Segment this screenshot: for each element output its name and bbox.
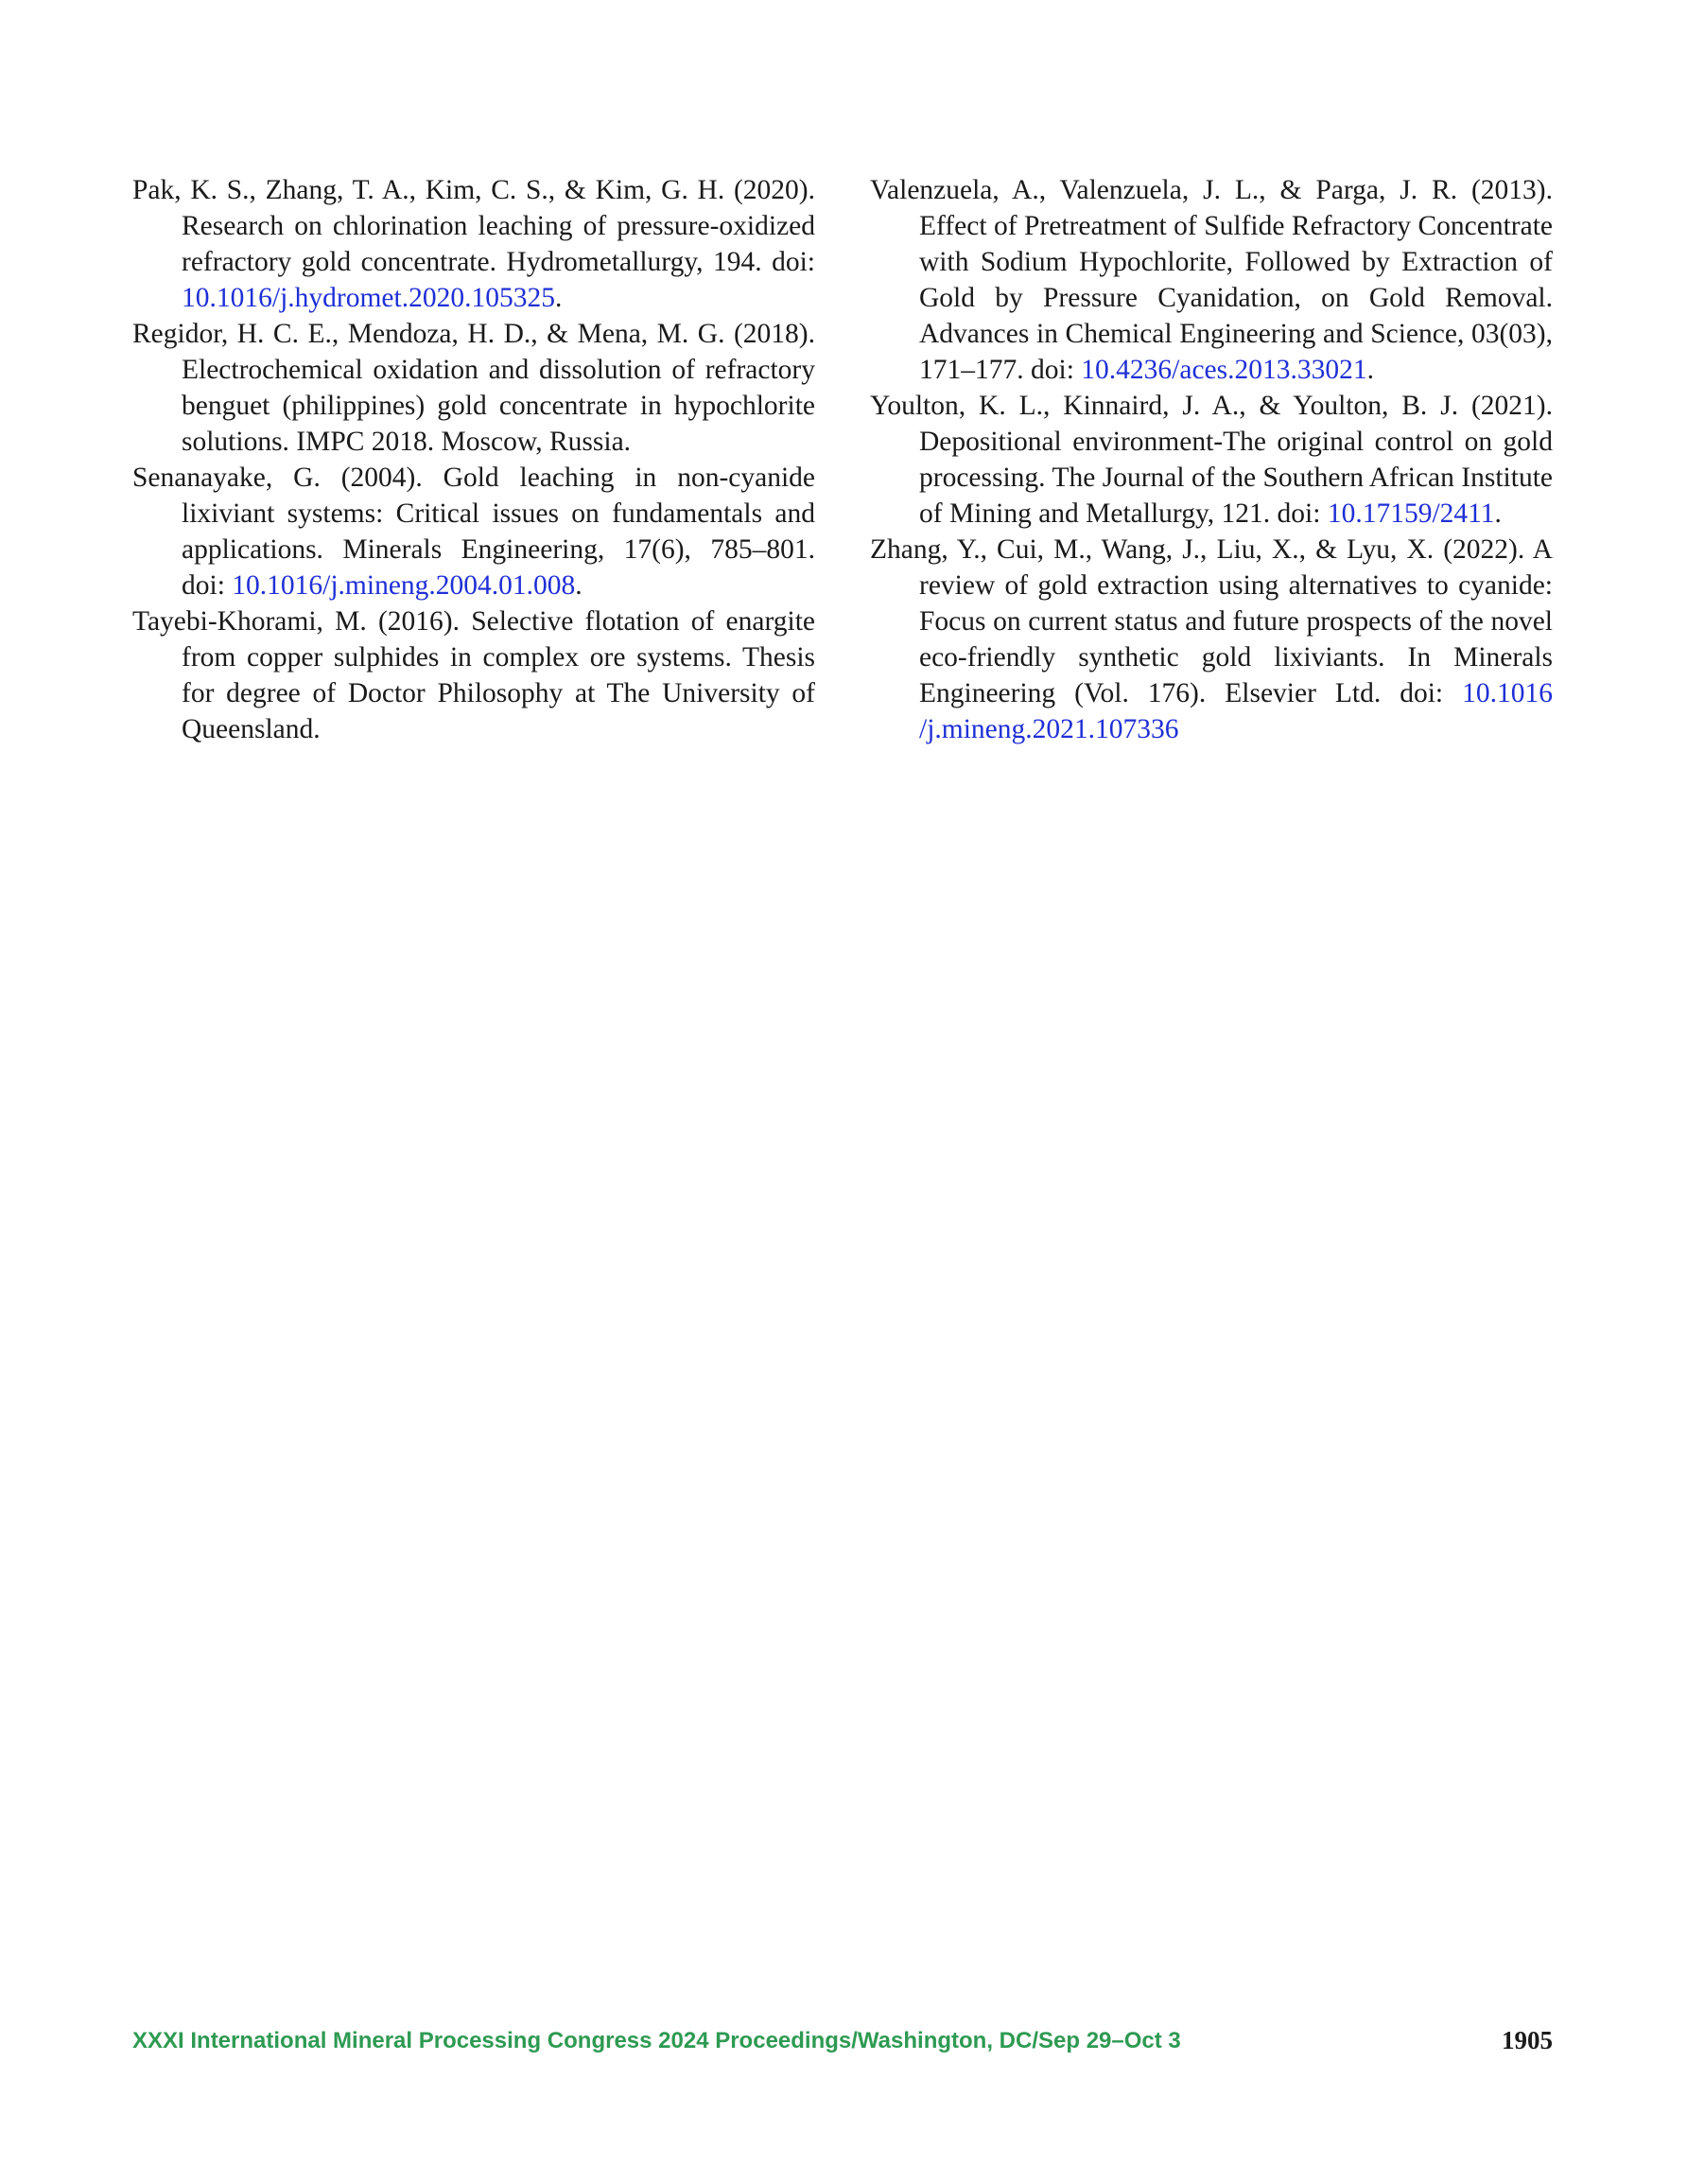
reference-tail: . xyxy=(1366,355,1374,385)
reference-text: Regidor, H. C. E., Mendoza, H. D., & Mena, M. G. (2018). Electrochemical oxidation and dissolution of refractory benguet (philippines) gold concentrate in hypochlorite solutions. IMPC 2018. Moscow, Russia. xyxy=(132,319,815,457)
reference-entry xyxy=(870,172,1553,388)
reference-text: Tayebi-Khorami, M. (2016). Selective flotation of enargite from copper sulphides in complex ore systems. Thesis for degree of Doctor Philosophy at The University of Queensland. xyxy=(132,606,815,744)
reference-text: Zhang, Y., Cui, M., Wang, J., Liu, X., & Lyu, X. (2022). A review of gold extraction using alternatives to cyanide: Focus on current status and future prospects of the novel eco-friendly synthetic gold lixiviants. In Minerals Engineering (Vol. 176). Elsevier Ltd. doi: xyxy=(870,534,1553,708)
references-columns xyxy=(132,172,1553,747)
doi-link[interactable]: 10.1016/j.hydromet.2020.105325 xyxy=(182,283,555,313)
reference-entry xyxy=(132,460,815,603)
reference-text: Pak, K. S., Zhang, T. A., Kim, C. S., & Kim, G. H. (2020). Research on chlorination leaching of pressure-oxidized refractory gold concentrate. Hydrometallurgy, 194. doi: xyxy=(132,175,815,277)
reference-text: Youlton, K. L., Kinnaird, J. A., & Youlton, B. J. (2021). Depositional environment-The original control on gold processing. The Journal of the Southern African Institute of Mining and Metallurgy, 121. doi: xyxy=(870,391,1553,529)
doi-link[interactable]: 10.1016/j.mineng.2004.01.008 xyxy=(232,570,576,601)
reference-text: Senanayake, G. (2004). Gold leaching in non-cyanide lixiviant systems: Critical issues on fundamentals and applications. Minerals Engineering, 17(6), 785–801. doi: xyxy=(132,463,815,601)
reference-entry xyxy=(132,603,815,747)
reference-entry xyxy=(870,388,1553,532)
footer-congress-title: XXXI International Mineral Processing Congress 2024 Proceedings/Washington, DC/Sep 29–Oct 3 xyxy=(132,2028,1181,2053)
reference-tail: . xyxy=(575,570,583,601)
references-right-column xyxy=(870,172,1553,747)
reference-tail: . xyxy=(1494,498,1502,529)
reference-text: Valenzuela, A., Valenzuela, J. L., & Parga, J. R. (2013). Effect of Pretreatment of Sulfide Refractory Concentrate with Sodium Hypochlorite, Followed by Extraction of Gold by Pressure Cyanidation, on Gold Removal. Advances in Chemical Engineering and Science, 03(03), 171–177. doi: xyxy=(870,175,1553,385)
reference-entry xyxy=(870,532,1553,747)
page-number: 1905 xyxy=(1502,2026,1553,2054)
doi-link[interactable]: 10.1016 /j.mineng.2021.107336 xyxy=(919,678,1553,744)
reference-tail: . xyxy=(554,283,563,313)
page-footer xyxy=(132,2028,1553,2066)
reference-entry xyxy=(132,172,815,316)
doi-link[interactable]: 10.4236/aces.2013.33021 xyxy=(1081,355,1367,385)
reference-entry xyxy=(132,316,815,460)
references-left-column xyxy=(132,172,815,747)
doi-link[interactable]: 10.17159/2411 xyxy=(1327,498,1495,529)
